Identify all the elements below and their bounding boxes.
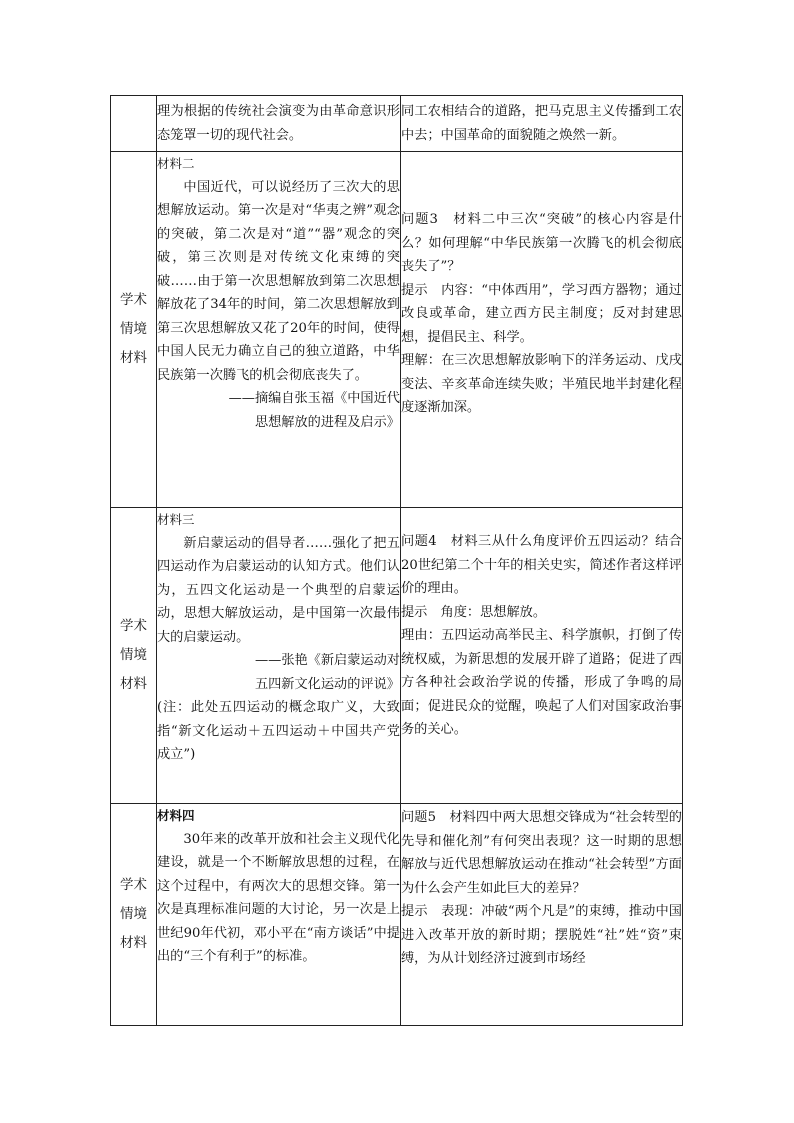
material-cell (157, 152, 401, 508)
material-source-line-2: 五四新文化运动的评说》 (254, 676, 400, 692)
table-row-material-4 (111, 804, 683, 1026)
hint-text: 提示 表现：冲破“两个凡是”的束缚，推动中国进入改革开放的新时期；摆脱姓“社”姓“资”束缚，为从计划经济过渡到市场经 (401, 904, 682, 966)
hint-text: 提示 角度：思想解放。 (401, 604, 547, 620)
question-cell (401, 96, 683, 152)
table-row-material-2 (111, 152, 683, 508)
table-row-material-3 (111, 508, 683, 804)
material-body: 新启蒙运动的倡导者……强化了把五四运动作为启蒙运动的认知方式。他们认为，五四文化运动是一个典型的启蒙运动，思想大解放运动，是中国第一次最伟大的启蒙运动。 (157, 535, 400, 645)
material-source-line-2: 思想解放的进程及启示》 (254, 414, 400, 430)
understanding-text: 理解：在三次思想解放影响下的洋务运动、戊戌变法、辛亥革命连续失败；半殖民地半封建化程度逐渐加深。 (401, 353, 682, 415)
question-cell (401, 152, 683, 508)
material-title: 材料三 (157, 512, 195, 527)
row-label: 学术 情境 材料 (111, 804, 157, 1026)
question-text: 问题4 材料三从什么角度评价五四运动？结合20世纪第二个十年的相关史实，简述作者这样评价的理由。 (401, 534, 682, 596)
material-title: 材料二 (157, 156, 195, 171)
content-table (110, 95, 683, 1026)
material-note: (注：此处五四运动的概念取广义，大致指“新文化运动＋五四运动＋中国共产党成立”) (157, 700, 400, 762)
reason-text: 理由：五四运动高举民主、科学旗帜，打倒了传统权威，为新思想的发展开辟了道路；促进了西方各种社会政治学说的传播，形成了争鸣的局面；促进民众的觉醒，唤起了人们对国家政治事务的关心。 (401, 628, 682, 737)
question-cell (401, 804, 683, 1026)
row-label: 学术 情境 材料 (111, 152, 157, 508)
question-text: 问题5 材料四中两大思想交锋成为“社会转型的先导和催化剂”有何突出表现？这一时期的思想解放与近代思想解放运动在推动“社会转型”方面为什么会产生如此巨大的差异？ (401, 810, 682, 896)
material-text: 理为根据的传统社会演变为由革命意识形态笼罩一切的现代社会。 (157, 104, 400, 143)
material-cell (157, 508, 401, 804)
answer-text: 同工农相结合的道路，把马克思主义传播到工农中去；中国革命的面貌随之焕然一新。 (401, 104, 682, 143)
material-body: 中国近代，可以说经历了三次大的思想解放运动。第一次是对“华夷之辨”观念的突破，第二次是对“道”“器”观念的突破，第三次则是对传统文化束缚的突破……由于第一次思想解放到第二次思想解放花了34年的时间，第二次思想解放到第三次思想解放又花了20年的时间，使得中国人民无力确立自己的独立道路，中华民族第一次腾飞的机会彻底丧失了。 (157, 179, 400, 383)
row-label-empty (111, 96, 157, 152)
material-cell (157, 96, 401, 152)
material-title: 材料四 (157, 808, 195, 823)
question-text: 问题3 材料二中三次“突破”的核心内容是什么？如何理解“中华民族第一次腾飞的机会彻底丧失了”？ (401, 212, 682, 274)
table-row-continued (111, 96, 683, 152)
question-cell (401, 508, 683, 804)
material-cell (157, 804, 401, 1026)
hint-text: 提示 内容：“中体西用”，学习西方器物；通过改良或革命，建立西方民主制度；反对封建思想，提倡民主、科学。 (401, 282, 682, 345)
row-label: 学术 情境 材料 (111, 508, 157, 804)
material-source-line-1: ——张艳《新启蒙运动对 (254, 653, 400, 668)
material-source-line-1: ——摘编自张玉福《中国近代 (228, 391, 400, 406)
material-body: 30年来的改革开放和社会主义现代化建设，就是一个不断解放思想的过程，在这个过程中，有两次大的思想交锋。第一次是真理标准问题的大讨论，另一次是上世纪90年代初，邓小平在“南方谈话”中提出的“三个有利于”的标准。 (157, 831, 400, 964)
